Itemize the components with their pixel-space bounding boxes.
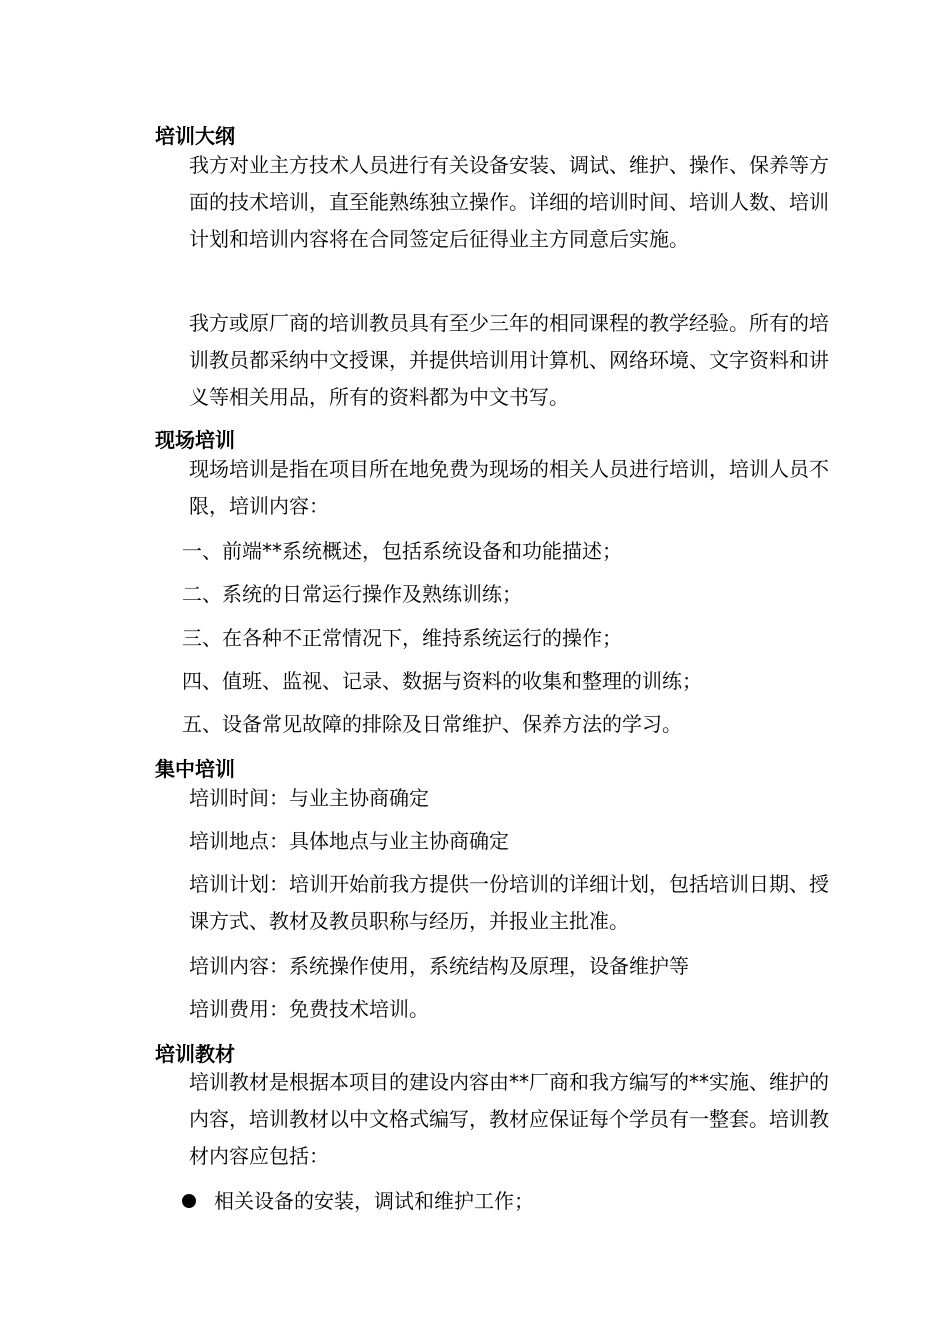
- onsite-item-3: 三、在各种不正常情况下，维持系统运行的操作；: [182, 626, 622, 650]
- materials-intro-text: 培训教材是根据本项目的建设内容由**厂商和我方编写的**实施、维护的内容，培训教材以中文格式编写，教材应保证每个学员有一整套。培训教材内容应包括：: [189, 1070, 829, 1168]
- centralized-time: 培训时间：与业主协商确定: [189, 786, 429, 810]
- heading-training-outline: 培训大纲: [155, 124, 235, 148]
- outline-paragraph-1: [145, 147, 835, 258]
- heading-onsite-training: 现场培训: [155, 428, 235, 452]
- outline-paragraph-2: [145, 305, 835, 416]
- centralized-fee: 培训费用：免费技术培训。: [189, 997, 429, 1021]
- materials-bullet-text: 相关设备的安装，调试和维护工作；: [214, 1189, 534, 1213]
- outline-paragraph-1-text: 我方对业主方技术人员进行有关设备安装、调试、维护、操作、保养等方面的技术培训，直至能熟练独立操作。详细的培训时间、培训人数、培训计划和培训内容将在合同签定后征得业主方同意后实施。: [189, 153, 829, 251]
- materials-bullet-item: [182, 1187, 534, 1215]
- onsite-item-2: 二、系统的日常运行操作及熟练训练；: [182, 582, 522, 606]
- heading-centralized-training: 集中培训: [155, 757, 235, 781]
- centralized-location: 培训地点：具体地点与业主协商确定: [189, 829, 509, 853]
- centralized-plan: [145, 866, 835, 940]
- onsite-intro-text: 现场培训是指在项目所在地免费为现场的相关人员进行培训，培训人员不限，培训内容：: [189, 457, 829, 518]
- onsite-item-4: 四、值班、监视、记录、数据与资料的收集和整理的训练；: [182, 669, 702, 693]
- onsite-item-5: 五、设备常见故障的排除及日常维护、保养方法的学习。: [182, 712, 682, 736]
- heading-training-materials: 培训教材: [155, 1042, 235, 1066]
- outline-paragraph-2-text: 我方或原厂商的培训教员具有至少三年的相同课程的教学经验。所有的培训教员都采纳中文授课，并提供培训用计算机、网络环境、文字资料和讲义等相关用品，所有的资料都为中文书写。: [189, 311, 829, 409]
- materials-intro: [145, 1064, 835, 1175]
- onsite-intro: [145, 451, 835, 525]
- centralized-plan-text: 培训计划：培训开始前我方提供一份培训的详细计划，包括培训日期、授课方式、教材及教员职称与经历，并报业主批准。: [189, 872, 829, 933]
- centralized-content: 培训内容：系统操作使用，系统结构及原理，设备维护等: [189, 954, 689, 978]
- onsite-item-1: 一、前端**系统概述，包括系统设备和功能描述；: [182, 539, 622, 563]
- bullet-dot-icon: [182, 1194, 196, 1208]
